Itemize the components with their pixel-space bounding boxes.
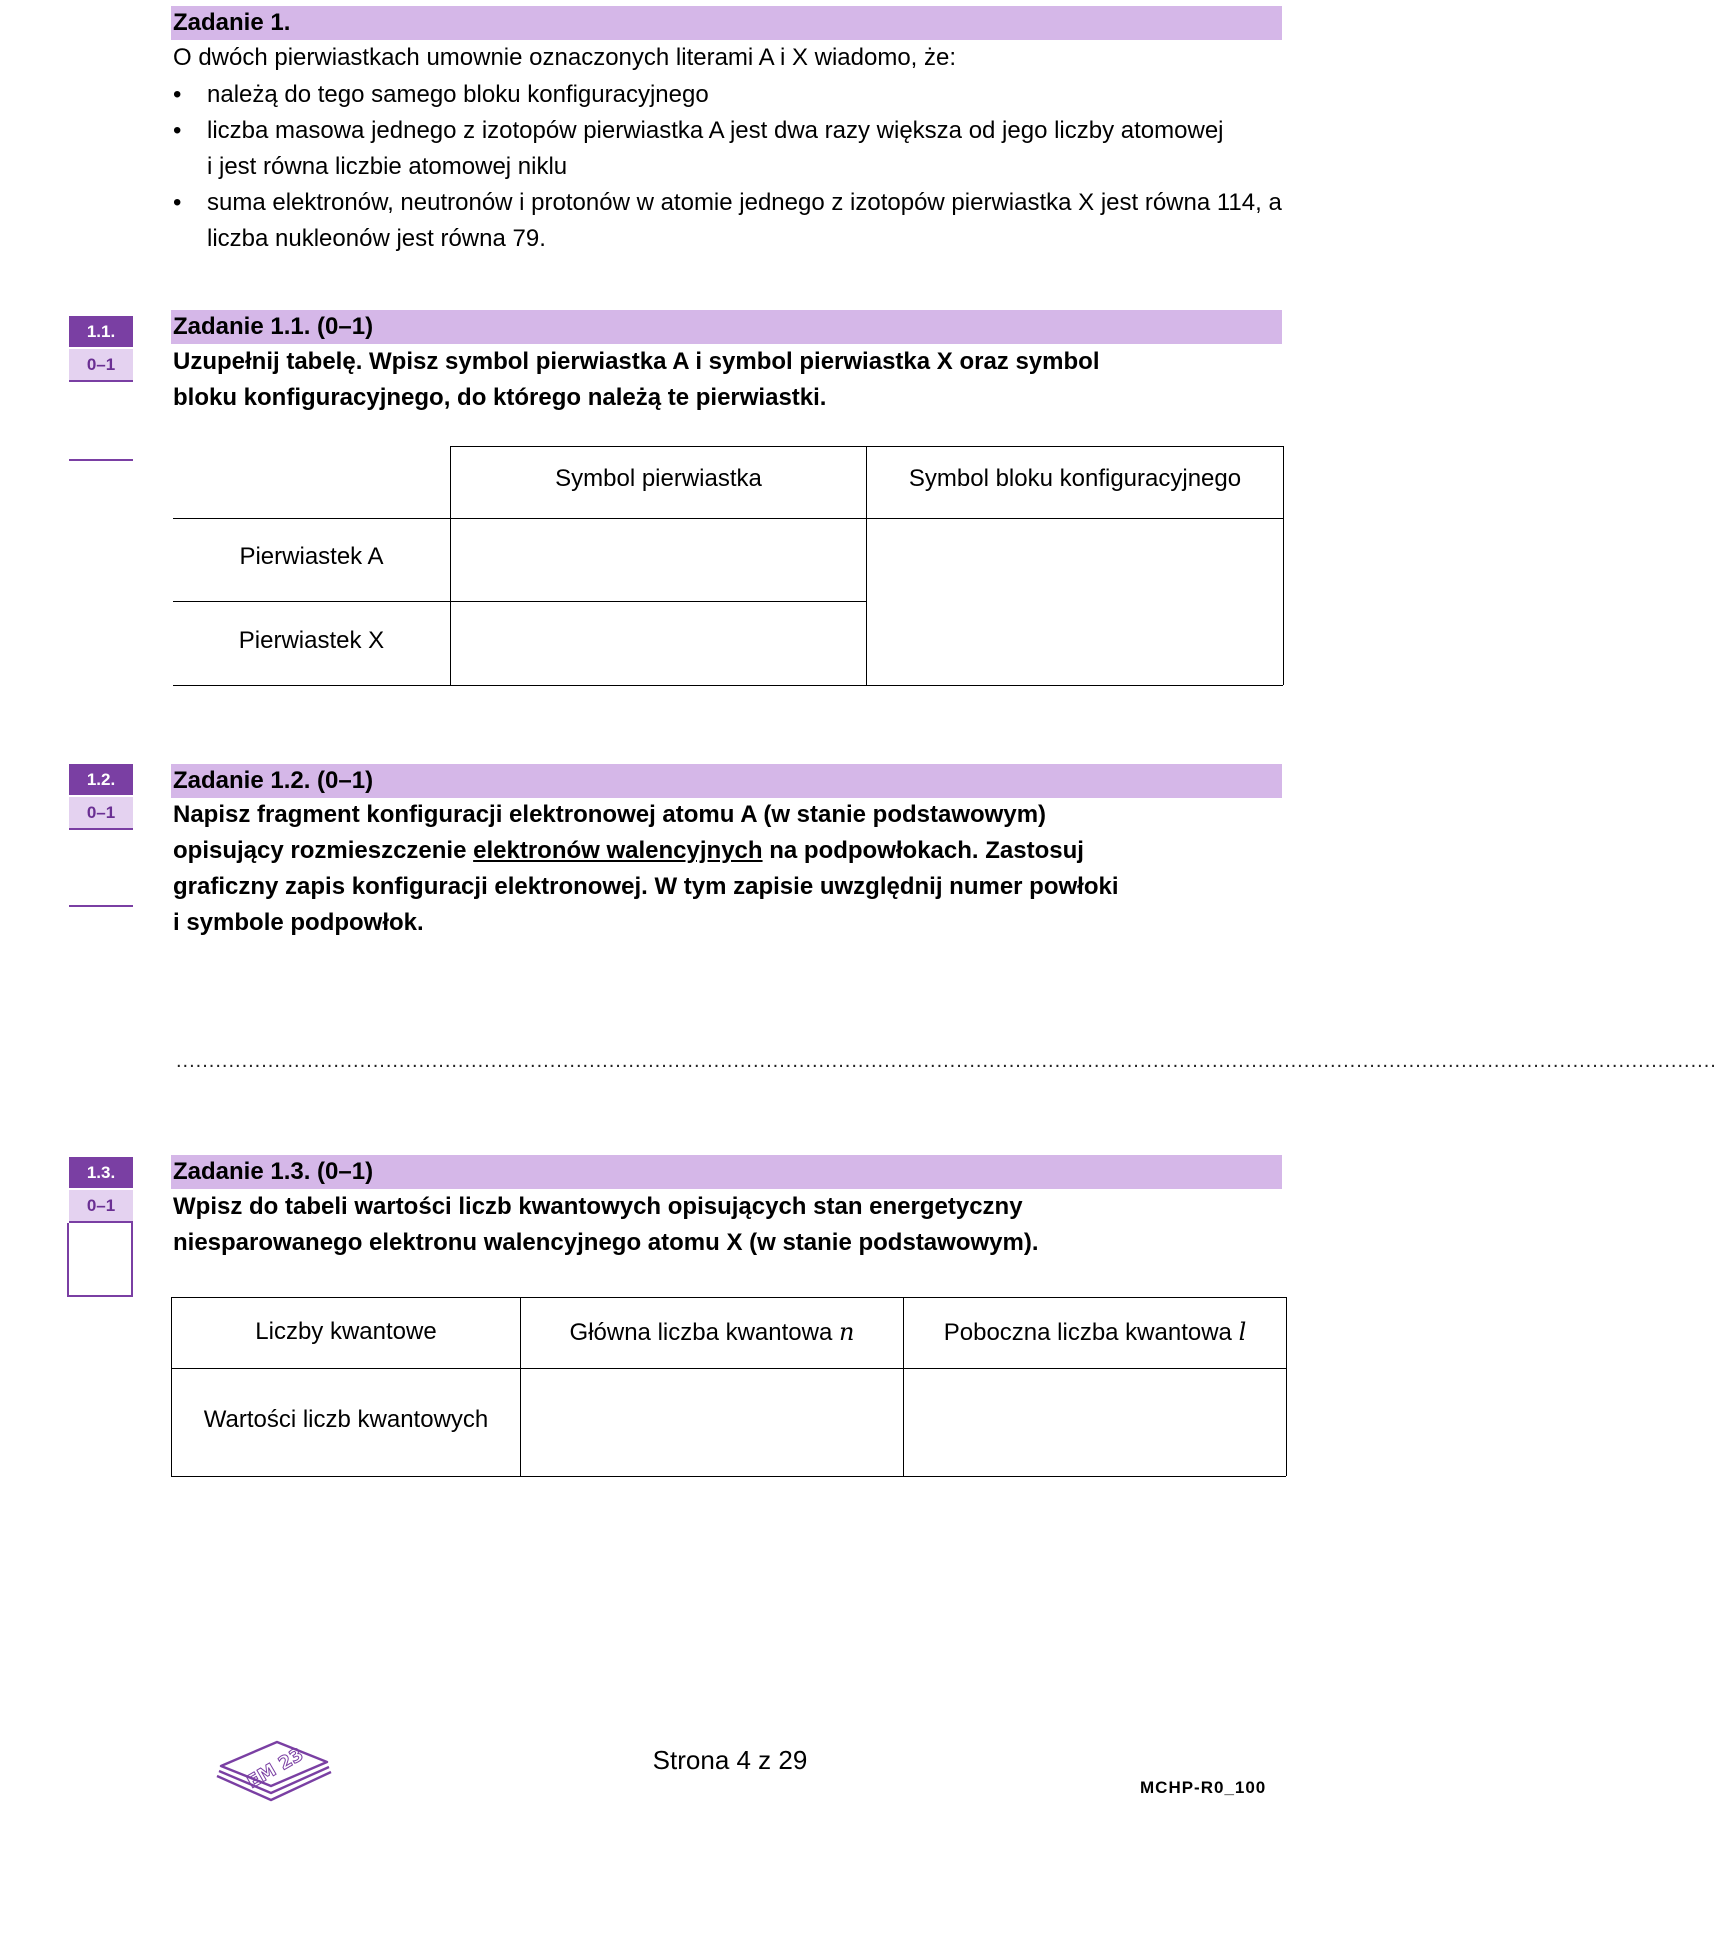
exam-code: MCHP-R0_100 (1140, 1778, 1267, 1797)
symbol-n: n (839, 1318, 855, 1346)
svg-text:EM 23: EM 23 (243, 1743, 308, 1793)
task12-line1: Napisz fragment konfiguracji elektronowej atomu A (w stanie podstawowym) (173, 801, 1047, 828)
table-1-3-header-l: Poboczna liczba kwantowa l (943, 1318, 1247, 1346)
badge-1-1-points: 0–1 (69, 349, 133, 382)
table-1-3-row-label: Wartości liczb kwantowych (203, 1406, 489, 1433)
task1-bullet-3: • suma elektronów, neutronów i protonów w atomie jednego z izotopów pierwiastka X jest równa 114, a liczba nukleonów jest równa 79. (171, 185, 1283, 257)
task12-line4: i symbole podpowłok. (173, 909, 424, 936)
table-1-3-header-n: Główna liczba kwantowa n (569, 1318, 855, 1346)
badge-1-3-points: 0–1 (69, 1190, 133, 1223)
answer-cell-block-symbol[interactable] (868, 520, 1281, 683)
task1-title: Zadanie 1. (171, 6, 1282, 40)
answer-cell-symbol-a[interactable] (452, 520, 864, 599)
task13-line1: Wpisz do tabeli wartości liczb kwantowych opisujących stan energetyczny (173, 1193, 1023, 1220)
task1-intro: O dwóch pierwiastkach umownie oznaczonych literami A i X wiadomo, że: (173, 44, 957, 71)
symbol-l: l (1238, 1318, 1247, 1346)
answer-cell-symbol-x[interactable] (452, 603, 864, 683)
page-number: Strona 4 z 29 (652, 1745, 808, 1775)
answer-cell-l[interactable] (905, 1370, 1285, 1475)
badge-1-2-score-line (69, 905, 133, 907)
badge-1-1-score-line (69, 459, 133, 461)
badge-1-3-number: 1.3. (69, 1157, 133, 1188)
task1-bullets (171, 77, 1291, 257)
badge-1-3-score-box (67, 1223, 133, 1297)
emphasis-valence-electrons: elektronów walencyjnych (473, 837, 763, 864)
cke-logo-icon (215, 1738, 335, 1794)
task13-line2: niesparowanego elektronu walencyjnego atomu X (w stanie podstawowym). (173, 1229, 1039, 1256)
task1-bullet-1: • należą do tego samego bloku konfiguracyjnego (171, 77, 1291, 113)
table-1-1-header-block: Symbol bloku konfiguracyjnego (908, 465, 1242, 492)
badge-1-2-number: 1.2. (69, 764, 133, 795)
task12-line2: opisujący rozmieszczenie elektronów walencyjnych na podpowłokach. Zastosuj (173, 837, 1084, 864)
badge-1-2-points: 0–1 (69, 797, 133, 830)
task1-bullet-2: • liczba masowa jednego z izotopów pierwiastka A jest dwa razy większa od jego liczby atomowej i jest równa liczbie atomowej niklu (171, 113, 1231, 185)
task12-line3: graficzny zapis konfiguracji elektronowej. W tym zapisie uwzględnij numer powłoki (173, 873, 1119, 900)
table-1-1-header-symbol: Symbol pierwiastka (555, 465, 762, 492)
task11-instruction-line2: bloku konfiguracyjnego, do którego należą te pierwiastki. (173, 384, 827, 411)
task11-instruction-line1: Uzupełnij tabelę. Wpisz symbol pierwiastka A i symbol pierwiastka X oraz symbol (173, 348, 1100, 375)
table-1-1-row-x-label: Pierwiastek X (238, 627, 385, 654)
answer-dotted-line[interactable]: ........................................................................................................................................................................................................................................... (176, 1050, 1717, 1072)
table-1-3-header-label: Liczby kwantowe (255, 1318, 437, 1345)
task11-title: Zadanie 1.1. (0–1) (171, 310, 1282, 344)
answer-cell-n[interactable] (522, 1370, 902, 1475)
badge-1-1-number: 1.1. (69, 316, 133, 347)
task13-title: Zadanie 1.3. (0–1) (171, 1155, 1282, 1189)
table-1-1-row-a-label: Pierwiastek A (239, 543, 384, 570)
task12-title: Zadanie 1.2. (0–1) (171, 764, 1282, 798)
